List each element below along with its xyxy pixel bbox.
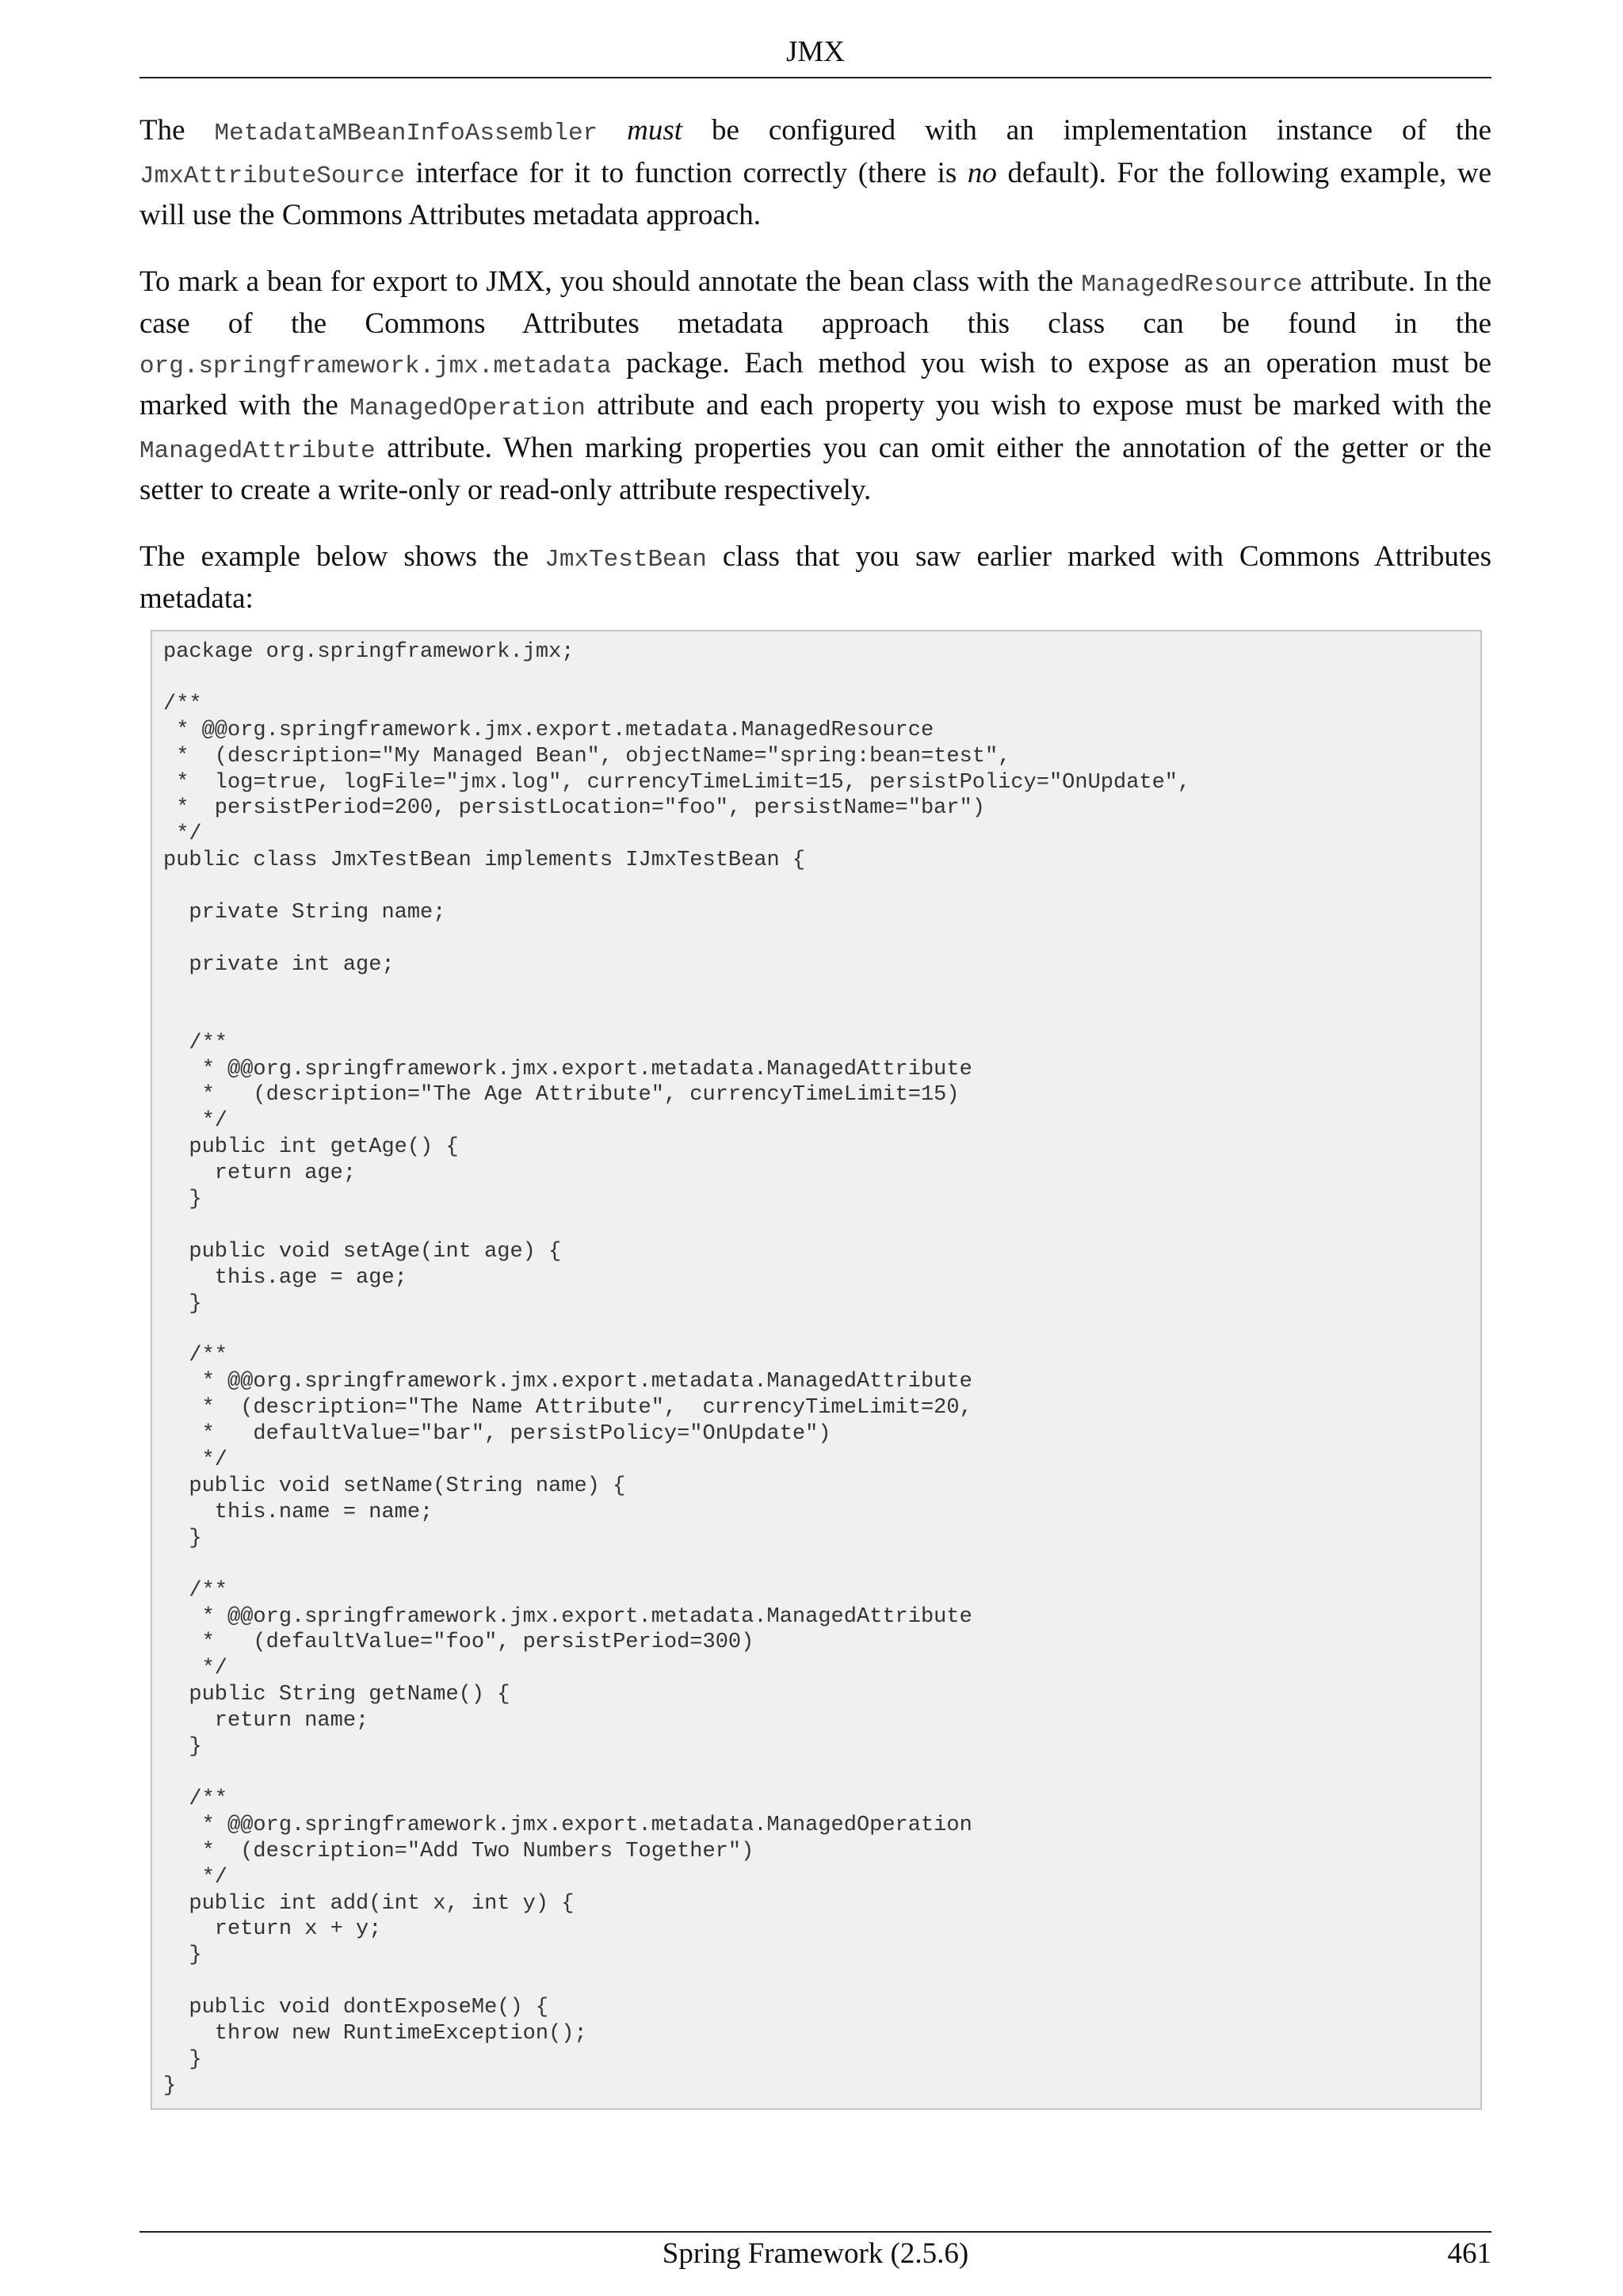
emphasis: must bbox=[627, 114, 683, 147]
page-number: 461 bbox=[1447, 2237, 1491, 2270]
body-text bbox=[139, 111, 1491, 619]
inline-code: MetadataMBeanInfoAssembler bbox=[214, 120, 598, 147]
footer-rule bbox=[139, 2231, 1491, 2233]
text-run: attribute. When marking properties you can omit either the annotation of the getter or the setter to create a write-only or read-only attribute respectively. bbox=[139, 431, 1491, 506]
text-run: To mark a bean for export to JMX, you should annotate the bean class with the bbox=[139, 265, 1074, 298]
document-page bbox=[139, 0, 1491, 2296]
paragraph-example-intro bbox=[139, 537, 1491, 619]
running-header: JMX bbox=[785, 36, 846, 68]
inline-code: ManagedAttribute bbox=[139, 437, 376, 465]
text-run: The example below shows the bbox=[139, 540, 529, 573]
text-run: The bbox=[139, 114, 185, 147]
code-listing-box bbox=[151, 630, 1482, 2110]
inline-code: ManagedOperation bbox=[349, 395, 586, 422]
text-run: attribute. In the case of the Commons Attributes metadata approach this class can be found in the bbox=[139, 265, 1492, 340]
text-run: class that you saw earlier marked with Commons Attributes metadata: bbox=[139, 540, 1492, 615]
text-run: interface for it to function correctly (there is bbox=[415, 156, 957, 189]
code-listing: package org.springframework.jmx; /** * @@org.springframework.jmx.export.metadata.ManagedResource * (description="My Managed Bean", objectName="spring:bean=test", * log=true, logFile="jmx.log", currencyTimeLimit=15, persistPolicy="OnUpdate", * persistPeriod=200, persistLocation="foo", persistName="bar") */ public class JmxTestBean implements IJmxTestBean { private String name; private int age; /** * @@org.springframework.jmx.export.metadata.ManagedAttribute * (description="The Age Attribute", currencyTimeLimit=15) */ public int getAge() { return age; } public void setAge(int age) { this.age = age; } /** * @@org.springframework.jmx.export.metadata.ManagedAttribute * (description="The Name Attribute", currencyTimeLimit=20, * defaultValue="bar", persistPolicy="OnUpdate") */ public void setName(String name) { this.name = name; } /** * @@org.springframework.jmx.export.metadata.ManagedAttribute * (defaultValue="foo", persistPeriod=300) */ public String getName() { return name; } /** * @@org.springframework.jmx.export.metadata.ManagedOperation * (description="Add Two Numbers Together") */ public int add(int x, int y) { return x + y; } public void dontExposeMe() { throw new RuntimeException(); } } bbox=[163, 640, 1191, 2098]
text-run: be configured with an implementation instance of the bbox=[711, 114, 1492, 147]
emphasis: no bbox=[967, 156, 997, 189]
inline-code: JmxTestBean bbox=[544, 545, 707, 574]
paragraph-assembler-config bbox=[139, 111, 1491, 235]
inline-code: ManagedResource bbox=[1081, 270, 1303, 299]
header-rule bbox=[139, 77, 1491, 78]
inline-code: JmxAttributeSource bbox=[139, 162, 405, 190]
text-run: default). For the following example, we will use the Commons Attributes metadata approach. bbox=[139, 156, 1492, 231]
inline-code: org.springframework.jmx.metadata bbox=[139, 352, 612, 380]
paragraph-mark-bean bbox=[139, 262, 1491, 510]
text-run: package. Each method you wish to expose as an operation must be marked with the bbox=[139, 346, 1492, 421]
text-run: attribute and each property you wish to expose must be marked with the bbox=[597, 389, 1492, 421]
footer-title: Spring Framework (2.5.6) bbox=[662, 2237, 969, 2270]
